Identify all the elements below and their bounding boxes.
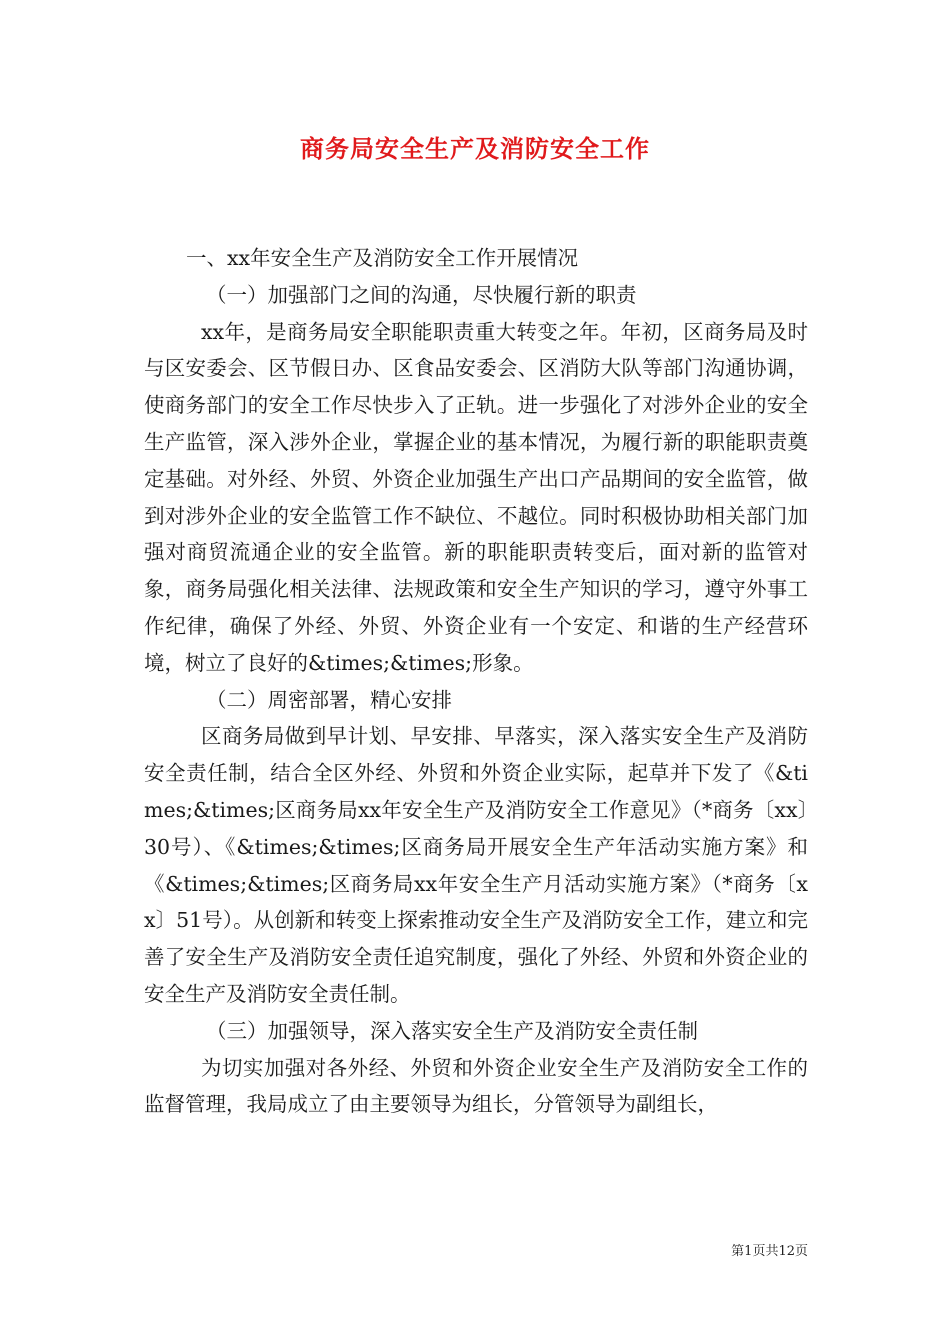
subsection-heading-1: （一）加强部门之间的沟通，尽快履行新的职责 <box>206 282 637 307</box>
page-number-footer: 第1页共12页 <box>731 1244 808 1259</box>
subsection-heading-2: （二）周密部署，精心安排 <box>206 687 452 712</box>
section-heading-1: 一、xx年安全生产及消防安全工作开展情况 <box>186 246 579 270</box>
document-body <box>144 240 808 1123</box>
document-title: 商务局安全生产及消防安全工作 <box>300 134 650 163</box>
subsection-heading-3: （三）加强领导，深入落实安全生产及消防安全责任制 <box>206 1018 698 1043</box>
paragraph-2: 区商务局做到早计划、早安排、早落实，深入落实安全生产及消防安全责任制，结合全区外经、外贸和外资企业实际，起草并下发了《&times;&times;区商务局xx年安全生产及消防安全工作意见》（*商务〔xx〕30号）、《&times;&times;区商务局开展安全生产年活动实施方案》和《&times;&times;区商务局xx年安全生产月活动实施方案》（*商务〔xx〕51号）。从创新和转变上探索推动安全生产及消防安全工作，建立和完善了安全生产及消防安全责任追究制度，强化了外经、外贸和外资企业的安全生产及消防安全责任制。 <box>144 724 808 1006</box>
paragraph-3: 为切实加强对各外经、外贸和外资企业安全生产及消防安全工作的监督管理，我局成立了由主要领导为组长，分管领导为副组长， <box>144 1055 808 1117</box>
paragraph-1: xx年，是商务局安全职能职责重大转变之年。年初，区商务局及时与区安委会、区节假日办、区食品安委会、区消防大队等部门沟通协调，使商务部门的安全工作尽快步入了正轨。进一步强化了对涉外企业的安全生产监管，深入涉外企业，掌握企业的基本情况，为履行新的职能职责奠定基础。对外经、外贸、外资企业加强生产出口产品期间的安全监管，做到对涉外企业的安全监管工作不缺位、不越位。同时积极协助相关部门加强对商贸流通企业的安全监管。新的职能职责转变后，面对新的监管对象，商务局强化相关法律、法规政策和安全生产知识的学习，遵守外事工作纪律，确保了外经、外贸、外资企业有一个安定、和谐的生产经营环境，树立了良好的&times;&times;形象。 <box>144 319 808 675</box>
